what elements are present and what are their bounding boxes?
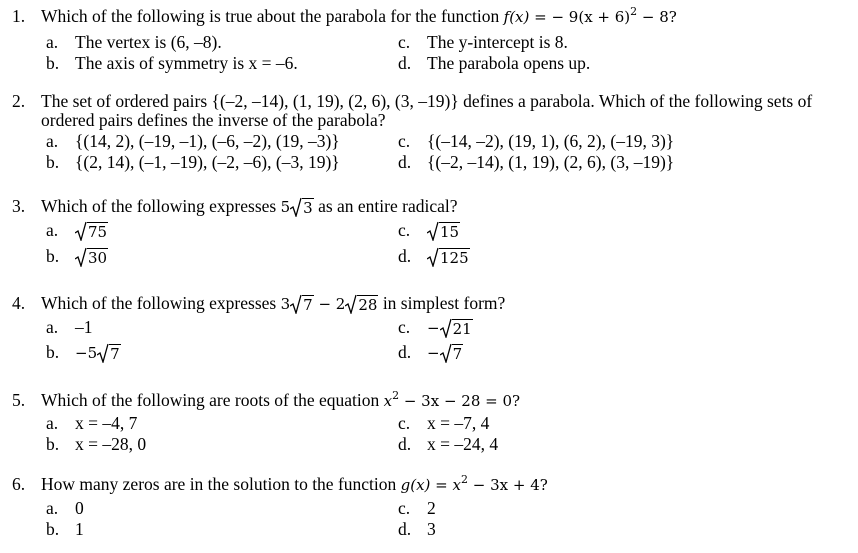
- radical: [75, 221, 108, 241]
- option-letter: d.: [398, 434, 412, 454]
- option-text: {(–14, –2), (19, 1), (6, 2), (–19, 3)}: [427, 131, 675, 151]
- option-letter: c.: [398, 32, 411, 52]
- option-letter: c.: [398, 131, 411, 151]
- option-letter: b.: [46, 434, 60, 454]
- option-text: The parabola opens up.: [427, 53, 591, 73]
- question-number: 4.: [12, 293, 26, 313]
- option-d[interactable]: [398, 152, 674, 173]
- option-text: {(–2, –14), (1, 19), (2, 6), (3, –19)}: [427, 152, 675, 172]
- question-stem: [12, 474, 548, 496]
- option-letter: c.: [398, 220, 411, 240]
- question-stem: [12, 390, 520, 412]
- radical-sign-icon: [290, 294, 302, 314]
- function-name: g(x) = x: [400, 476, 461, 494]
- option-letter: d.: [398, 342, 412, 362]
- radical-sign-icon: [427, 221, 439, 241]
- stem-text: Which of the following expresses: [41, 293, 277, 313]
- option-a[interactable]: [46, 413, 137, 434]
- option-b[interactable]: [46, 434, 146, 455]
- stem-math: [383, 389, 521, 410]
- stem-text: Which of the following is true about the parabola for the function: [41, 6, 500, 26]
- option-text: The y-intercept is 8.: [427, 32, 568, 52]
- radicand: 7: [452, 345, 463, 363]
- option-letter: d.: [398, 246, 412, 266]
- option-c[interactable]: [398, 498, 436, 519]
- stem-coefficient: 3: [280, 295, 291, 313]
- option-b[interactable]: [46, 342, 121, 364]
- question-number: 2.: [12, 91, 26, 111]
- option-letter: a.: [46, 220, 59, 240]
- radical: [427, 247, 470, 267]
- option-text: {(14, 2), (–19, –1), (–6, –2), (19, –3)}: [75, 131, 340, 151]
- stem-text: ordered pairs defines the inverse of the parabola?: [41, 110, 386, 130]
- stem-text: How many zeros are in the solution to the function: [41, 474, 397, 494]
- radicand: 30: [88, 249, 108, 267]
- option-a[interactable]: [46, 32, 222, 53]
- option-letter: b.: [46, 342, 60, 362]
- function-name: f(x): [503, 8, 530, 26]
- option-c[interactable]: [398, 413, 489, 434]
- radical: [75, 247, 108, 267]
- exponent: 2: [392, 389, 400, 402]
- stem-math: [503, 5, 677, 26]
- question-number: 1.: [12, 6, 26, 26]
- stem-coefficient: 5: [280, 198, 291, 216]
- radical-sign-icon: [75, 247, 87, 267]
- radicand: 3: [303, 199, 313, 217]
- radicand: 7: [303, 296, 313, 314]
- option-prefix: −: [427, 344, 440, 362]
- option-b[interactable]: [46, 519, 84, 540]
- stem-text: in simplest form?: [382, 293, 506, 313]
- question-number: 3.: [12, 196, 26, 216]
- option-text: x = –24, 4: [427, 434, 499, 454]
- option-letter: b.: [46, 246, 60, 266]
- option-letter: a.: [46, 413, 59, 433]
- radical: [345, 294, 378, 314]
- option-d[interactable]: [398, 342, 463, 364]
- option-b[interactable]: [46, 152, 340, 173]
- option-a[interactable]: [46, 498, 84, 519]
- radicand: 15: [440, 223, 460, 241]
- option-text: 2: [427, 498, 436, 518]
- radicand: 21: [452, 320, 472, 338]
- math-expression: − 3x − 28 = 0?: [399, 392, 521, 410]
- option-letter: a.: [46, 32, 59, 52]
- question-stem: [12, 6, 677, 28]
- radical-sign-icon: [290, 197, 302, 217]
- option-c[interactable]: [398, 220, 460, 241]
- option-c[interactable]: [398, 32, 568, 53]
- radicand: 28: [358, 296, 378, 314]
- option-letter: a.: [46, 317, 59, 337]
- option-prefix: −5: [75, 344, 98, 362]
- option-text: 0: [75, 498, 84, 518]
- option-d[interactable]: [398, 53, 590, 74]
- question-stem: [12, 293, 505, 315]
- option-letter: a.: [46, 131, 59, 151]
- option-d[interactable]: [398, 434, 498, 455]
- stem-text: Which of the following expresses: [41, 196, 277, 216]
- radical-sign-icon: [345, 294, 357, 314]
- option-text: {(2, 14), (–1, –19), (–2, –6), (–3, 19)}: [75, 152, 340, 172]
- option-letter: c.: [398, 317, 411, 337]
- exponent: 2: [460, 473, 468, 486]
- radical: [290, 294, 314, 314]
- option-c[interactable]: [398, 131, 674, 152]
- stem-text: Which of the following are roots of the equation: [41, 390, 380, 410]
- math-expression: − 8?: [637, 8, 677, 26]
- radical-sign-icon: [97, 343, 109, 363]
- option-text: The axis of symmetry is x = –6.: [75, 53, 298, 73]
- math-expression: = − 9(x + 6): [529, 8, 631, 26]
- option-a[interactable]: [46, 220, 108, 241]
- option-b[interactable]: [46, 53, 298, 74]
- radical-sign-icon: [440, 343, 452, 363]
- stem-text: The set of ordered pairs {(–2, –14), (1, 19), (2, 6), (3, –19)} defines a parabola. Which of the following sets of: [41, 91, 813, 111]
- option-text: –1: [75, 317, 93, 337]
- variable: x: [383, 392, 393, 410]
- option-d[interactable]: [398, 246, 470, 267]
- exponent: 2: [630, 5, 638, 18]
- option-letter: d.: [398, 53, 412, 73]
- radical-sign-icon: [427, 247, 439, 267]
- option-text: 3: [427, 519, 436, 539]
- question-stem: [12, 91, 812, 112]
- option-prefix: −: [427, 319, 440, 337]
- option-b[interactable]: [46, 246, 108, 267]
- radical: [290, 197, 314, 217]
- radical: [97, 343, 121, 363]
- option-text: x = –28, 0: [75, 434, 147, 454]
- math-expression: − 3x + 4?: [467, 476, 548, 494]
- stem-math: [400, 473, 548, 494]
- radicand: 125: [440, 249, 469, 267]
- radicand: 7: [110, 345, 120, 363]
- option-letter: b.: [46, 53, 60, 73]
- radical: [440, 343, 464, 363]
- question-number: 6.: [12, 474, 26, 494]
- option-letter: c.: [398, 498, 411, 518]
- radical-sign-icon: [440, 318, 452, 338]
- math-expression: − 2: [313, 295, 346, 313]
- stem-text: as an entire radical?: [318, 196, 458, 216]
- option-letter: a.: [46, 498, 59, 518]
- question-number: 5.: [12, 390, 26, 410]
- option-d[interactable]: [398, 519, 436, 540]
- option-letter: b.: [46, 519, 60, 539]
- radical-sign-icon: [75, 221, 87, 241]
- option-letter: d.: [398, 152, 412, 172]
- option-letter: d.: [398, 519, 412, 539]
- option-c[interactable]: [398, 317, 473, 339]
- option-text: 1: [75, 519, 84, 539]
- option-letter: b.: [46, 152, 60, 172]
- option-text: x = –4, 7: [75, 413, 138, 433]
- option-a[interactable]: [46, 317, 93, 338]
- option-text: x = –7, 4: [427, 413, 490, 433]
- option-a[interactable]: [46, 131, 340, 152]
- radicand: 75: [88, 223, 108, 241]
- radical: [427, 221, 460, 241]
- question-stem: [12, 196, 458, 218]
- option-text: The vertex is (6, –8).: [75, 32, 222, 52]
- radical: [440, 318, 473, 338]
- option-letter: c.: [398, 413, 411, 433]
